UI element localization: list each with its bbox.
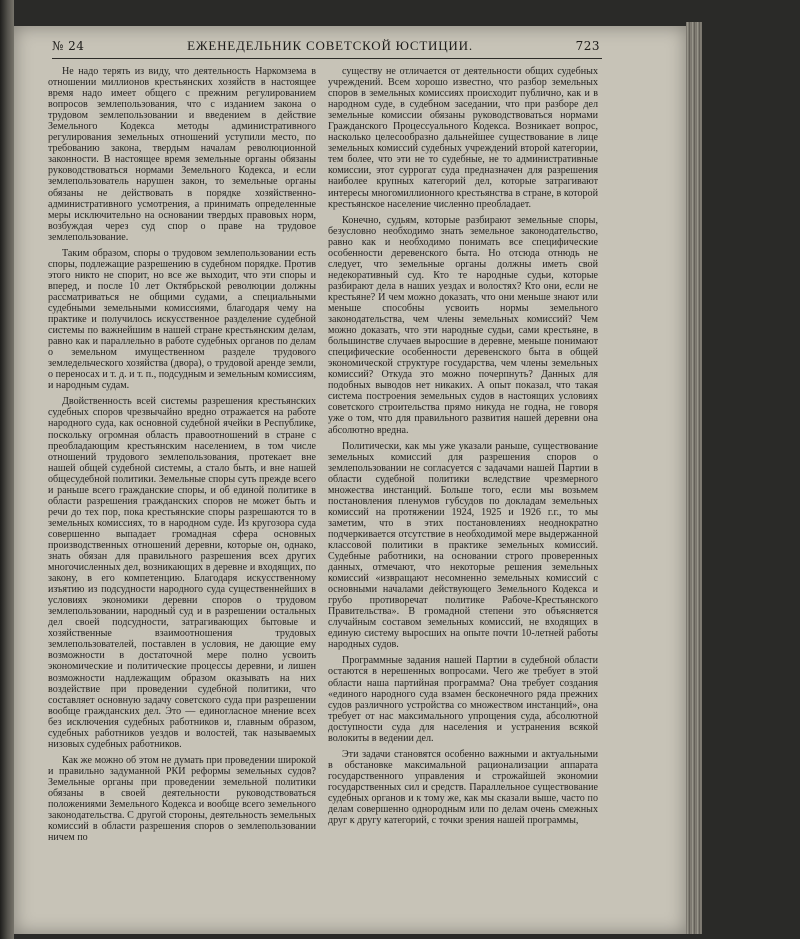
paragraph: Не надо терять из виду, что деятельность Наркомзема в отношении миллионов крестьянских хозяйств в настоящее время надо имеет общего с прежним регулированием вопросов землепользования, что с изданием закона о трудовом землепользовании и введением в действие Земельного Кодекса методы административного регулирования земельных отношений уступили место, по требованию закона, твердым началам революционной законности. В настоящее время земельные органы обязаны руководствоваться нормами Земельного Кодекса, и если землепользователь нарушен закон, то земельные органы обязаны не действовать в порядке хозяйственно-административного усмотрения, а принимать определенные меры исключительно на основании твердых правовых норм, возбуждая через суд спор о праве на трудовое землепользование. (48, 66, 316, 243)
paragraph: Конечно, судьям, которые разбирают земельные споры, безусловно необходимо знать земельное законодательство, равно как и необходимо понимать все специфические особенности деревенского быта. Но отсюда отнюдь не следует, что земельные органы должны иметь свой недекоративный суд. Кто те народные судьи, которые разбирают дела в наших уездах и волостях? Кто они, если не крестьяне? И чем можно доказать, что они меньше знают или меньше способны усвоить нормы земельного законодательства, чем члены земельных комиссий? Чем можно доказать, что эти народные судьи, сами крестьяне, в большинстве случаев выросшие в деревне, меньше понимают специфические особенности деревенского быта в общей экономической структуре государства, чем члены земельных комиссий? Откуда это можно почерпнуть? Данных для подобных выводов нет никаких. А опыт показал, что такая система построения земельных судов в настоящих условиях советского строительства прямо никуда не годна, не говоря уже о том, что для правильного развития нашей деревни она абсолютно вредна. (328, 214, 598, 436)
paragraph: существу не отличается от деятельности общих судебных учреждений. Всем хорошо известно, что разбор земельных споров в земельных комиссиях происходит публично, как и в народном суде, в судебном заседании, что при разборе дел земельные комиссии обязаны руководствоваться нормами Гражданского Процессуального Кодекса. Возникает вопрос, насколько целесообразно дальнейшее существование в лице земельных комиссий судебных учреждений второй категории, тем более, что эти не то судебные, не то административные комиссии, этот суррогат суда предназначен для разрешения наиболее крупных категорий дел, которые затрагивают интересы многомиллионного крестьянства в стране, в которой крестьянское население численно преобладает. (328, 66, 598, 210)
paragraph: Как же можно об этом не думать при проведении широкой и правильно задуманной РКИ реформы земельных судов? Земельные органы при проведении земельной политики обязаны в своей деятельности руководствоваться положениями Земельного Кодекса и вообще всего земельного законодательства. С другой стороны, деятельность земельных комиссий в области разрешения споров о землепользовании ничем по (48, 754, 316, 844)
paragraph: Программные задания нашей Партии в судебной области остаются в нерешенных вопросами. Чего же требует в этой области наша партийная программа? Она требует создания «единого народного суда взамен бесконечного ряда прежних судов различного устройства со множеством инстанций», она требует от нас максимального упрощения суда, абсолютной доступности суда для населения и устранения всякой волокиты в ведении дел. (328, 655, 598, 744)
right-text-column (328, 66, 598, 826)
left-text-column (48, 66, 316, 843)
paragraph: Политически, как мы уже указали раньше, существование земельных комиссий для разрешения споров о землепользовании не согласуется с задачами нашей Партии в области судебной политики вследствие чрезмерного множества инстанций. Больше того, если мы возьмем постановления пленумов губсудов по докладам земельных комиссий на протяжении 1924, 1925 и 1926 г.г., то мы заметим, что в этих постановлениях неоднократно подчеркивается отсутствие в необходимой мере выдержанной классовой политики в практике земельных комиссий. Судебные работники, на основании строго проверенных данных, отмечают, что некоторые решения земельных комиссий «извращают несомненно земельных комиссий с основными началами действующего Земельного Кодекса и грубо противоречат политике Рабоче-Крестьянского Правительства». В громадной степени это объясняется случайным составом земельных комиссий, не входящих в единую систему выросших на опыте почти 10-летней работы народных судов. (328, 440, 598, 651)
book-spine-edge (0, 0, 14, 939)
header-rule (52, 58, 602, 59)
page-stack-edge (686, 22, 702, 934)
paragraph: Таким образом, споры о трудовом землепользовании есть споры, подлежащие разрешению в судебном порядке. Против этого никто не спорит, но все же выходит, что эти споры и вперед, и после 10 лет Октябрьской революции должны рассматриваться не общими судами, а специальными судебными земельными комиссиями, благодаря чему на практике и получилось искусственное разделение судебной системы по важнейшим в нашей стране крестьянским делам, равно как и параллельно в работе судебных органов по делам о земельном имущественном разделе трудового земледельческого хозяйства (двора), о трудовой аренде земли, о переносах и т. д. и т. п., подсудным и земельным комиссиям, и народным судам. (48, 247, 316, 392)
page-number: 723 (575, 39, 600, 53)
issue-number: № 24 (52, 39, 85, 53)
paragraph: Двойственность всей системы разрешения крестьянских судебных споров чрезвычайно вредно отражается на работе народного суда, как основной судебной ячейки в Республике, поскольку огромная область правоотношений в стране с преобладающим крестьянским населением, в том числе отношений трудового землепользования, протекает вне нашей общей судебной системы, а стало быть, и вне нашей общесудебной политики. Земельные споры суть прежде всего и раньше всего гражданские споры, и об единой политике в области разрешения гражданских споров не может быть и речи до тех пор, пока крестьянские споры разрешаются то в земельных комиссиях, то в народном суде. Из кругозора суда совершенно выпадает громадная сфера основных производственных отношений деревни, которые он, однако, знать обязан для правильного разрешения всех других многочисленных дел, возникающих в деревне и входящих, по закону, в его компетенцию. Благодаря искусственному изъятию из подсудности народного суда существеннейших в условиях экономики деревни споров о трудовом землепользовании, народный суд и в разрешении остальных дел своей подсудности, затрагивающих бытовые и хозяйственные взаимоотношения трудовых землепользователей, поставлен в условия, не дающие ему возможности в достаточной мере полно усвоить экономические и политические процессы деревни, и лишен возможности надлежащим образом оказывать на них воздействие при проведении судебной политики, что составляет основную задачу советского суда при разрешении вообще гражданских дел. Это — единогласное мнение всех без исключения судебных работников и, главным образом, судебных работников уездов и волостей, так называемых низовых судебных работников. (48, 396, 316, 750)
page-header (52, 38, 600, 54)
journal-title: ЕЖЕНЕДЕЛЬНИК СОВЕТСКОЙ ЮСТИЦИИ. (187, 38, 473, 53)
paragraph: Эти задачи становятся особенно важными и актуальными в обстановке максимальной рационализации аппарата государственного управления и строжайшей экономии государственных сил и средств. Параллельное существование судебных органов и к тому же, как мы сказали выше, часто по делам совершенно однородным или по делам очень смежных друг к другу категорий, с точки зрения нашей программы, (328, 748, 598, 827)
